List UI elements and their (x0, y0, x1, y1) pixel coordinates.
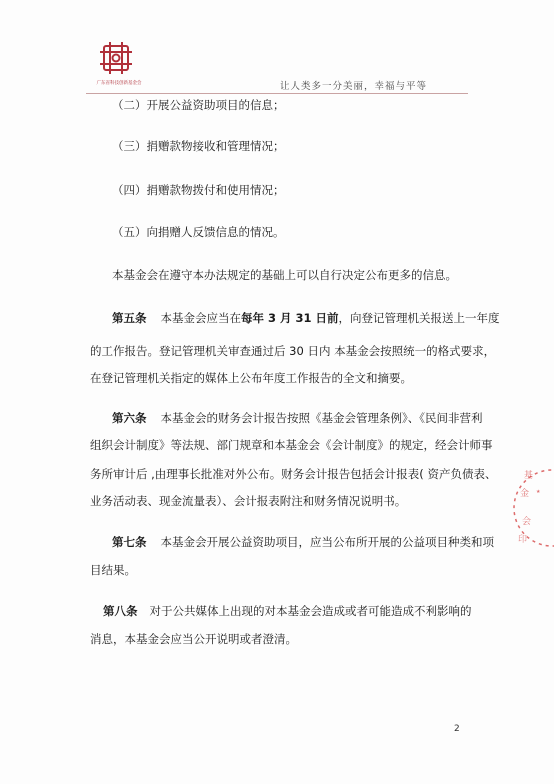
article-5-line-3: 在登记管理机关指定的媒体上公布年度工作报告的全文和摘要。 (90, 371, 412, 385)
article-8-text: 对于公共媒体上出现的对本基金会造成或者可能造成不利影响的 (149, 604, 472, 618)
article-6-line-3: 务所审计后 ,由理事长批准对外公布。财务会计报告包括会计报表( 资产负债表、 (90, 467, 497, 481)
article-5-text: ，向登记管理机关报送上一年度 (338, 311, 500, 325)
article-7-line-1 (112, 537, 494, 549)
logo-caption: 广东省科技创新基金会 (96, 81, 142, 86)
svg-text:基: 基 (524, 471, 534, 481)
article-8-heading: 第八条 (103, 604, 138, 618)
article-7-heading: 第七条 (112, 535, 147, 549)
article-5-heading: 第五条 (112, 311, 147, 325)
red-seal-stamp (510, 438, 554, 578)
article-6-line-2: 组织会计制度》等法规、部门规章和本基金会《会计制度》的规定，经会计师事 (90, 438, 493, 452)
article-5-text: 本基金会应当在 (160, 311, 241, 325)
article-5-deadline: 每年 3 月 31 日前 (241, 311, 339, 325)
article-6-line-4: 业务活动表、现金流量表）、会计报表附注和财务情况说明书。 (90, 494, 407, 508)
article-6-text: 本基金会的财务会计报告按照《基金会管理条例》、《民间非营利 (160, 411, 483, 425)
header-slogan: 让人类多一分美丽，幸福与平等 (280, 81, 428, 92)
article-6-line-1 (112, 413, 483, 425)
article-7-text: 本基金会开展公益资助项目，应当公布所开展的公益项目种类和项 (160, 535, 494, 549)
article-7-line-2: 目结果。 (90, 563, 136, 577)
paragraph-intro: 本基金会在遵守本办法规定的基础上可以自行决定公布更多的信息。 (112, 268, 457, 282)
svg-text:印: 印 (518, 535, 528, 545)
article-6-heading: 第六条 (112, 411, 147, 425)
article-5-line-1 (112, 313, 500, 325)
list-item: （三）捐赠款物接收和管理情况； (112, 139, 285, 153)
svg-text:会: 会 (522, 517, 532, 527)
list-item: （二）开展公益资助项目的信息； (112, 98, 285, 112)
article-8-line-1 (103, 606, 472, 618)
article-8-line-2: 消息，本基金会应当公开说明或者澄清。 (90, 632, 297, 646)
svg-text:★: ★ (536, 489, 541, 495)
list-item: （五）向捐赠人反馈信息的情况。 (112, 225, 285, 239)
article-5-line-2: 的工作报告。登记管理机关审查通过后 30 日内 本基金会按照统一的格式要求， (90, 344, 496, 358)
list-item: （四）捐赠款物拨付和使用情况； (112, 183, 285, 197)
svg-text:金: 金 (520, 489, 530, 499)
page-number: 2 (454, 724, 460, 734)
